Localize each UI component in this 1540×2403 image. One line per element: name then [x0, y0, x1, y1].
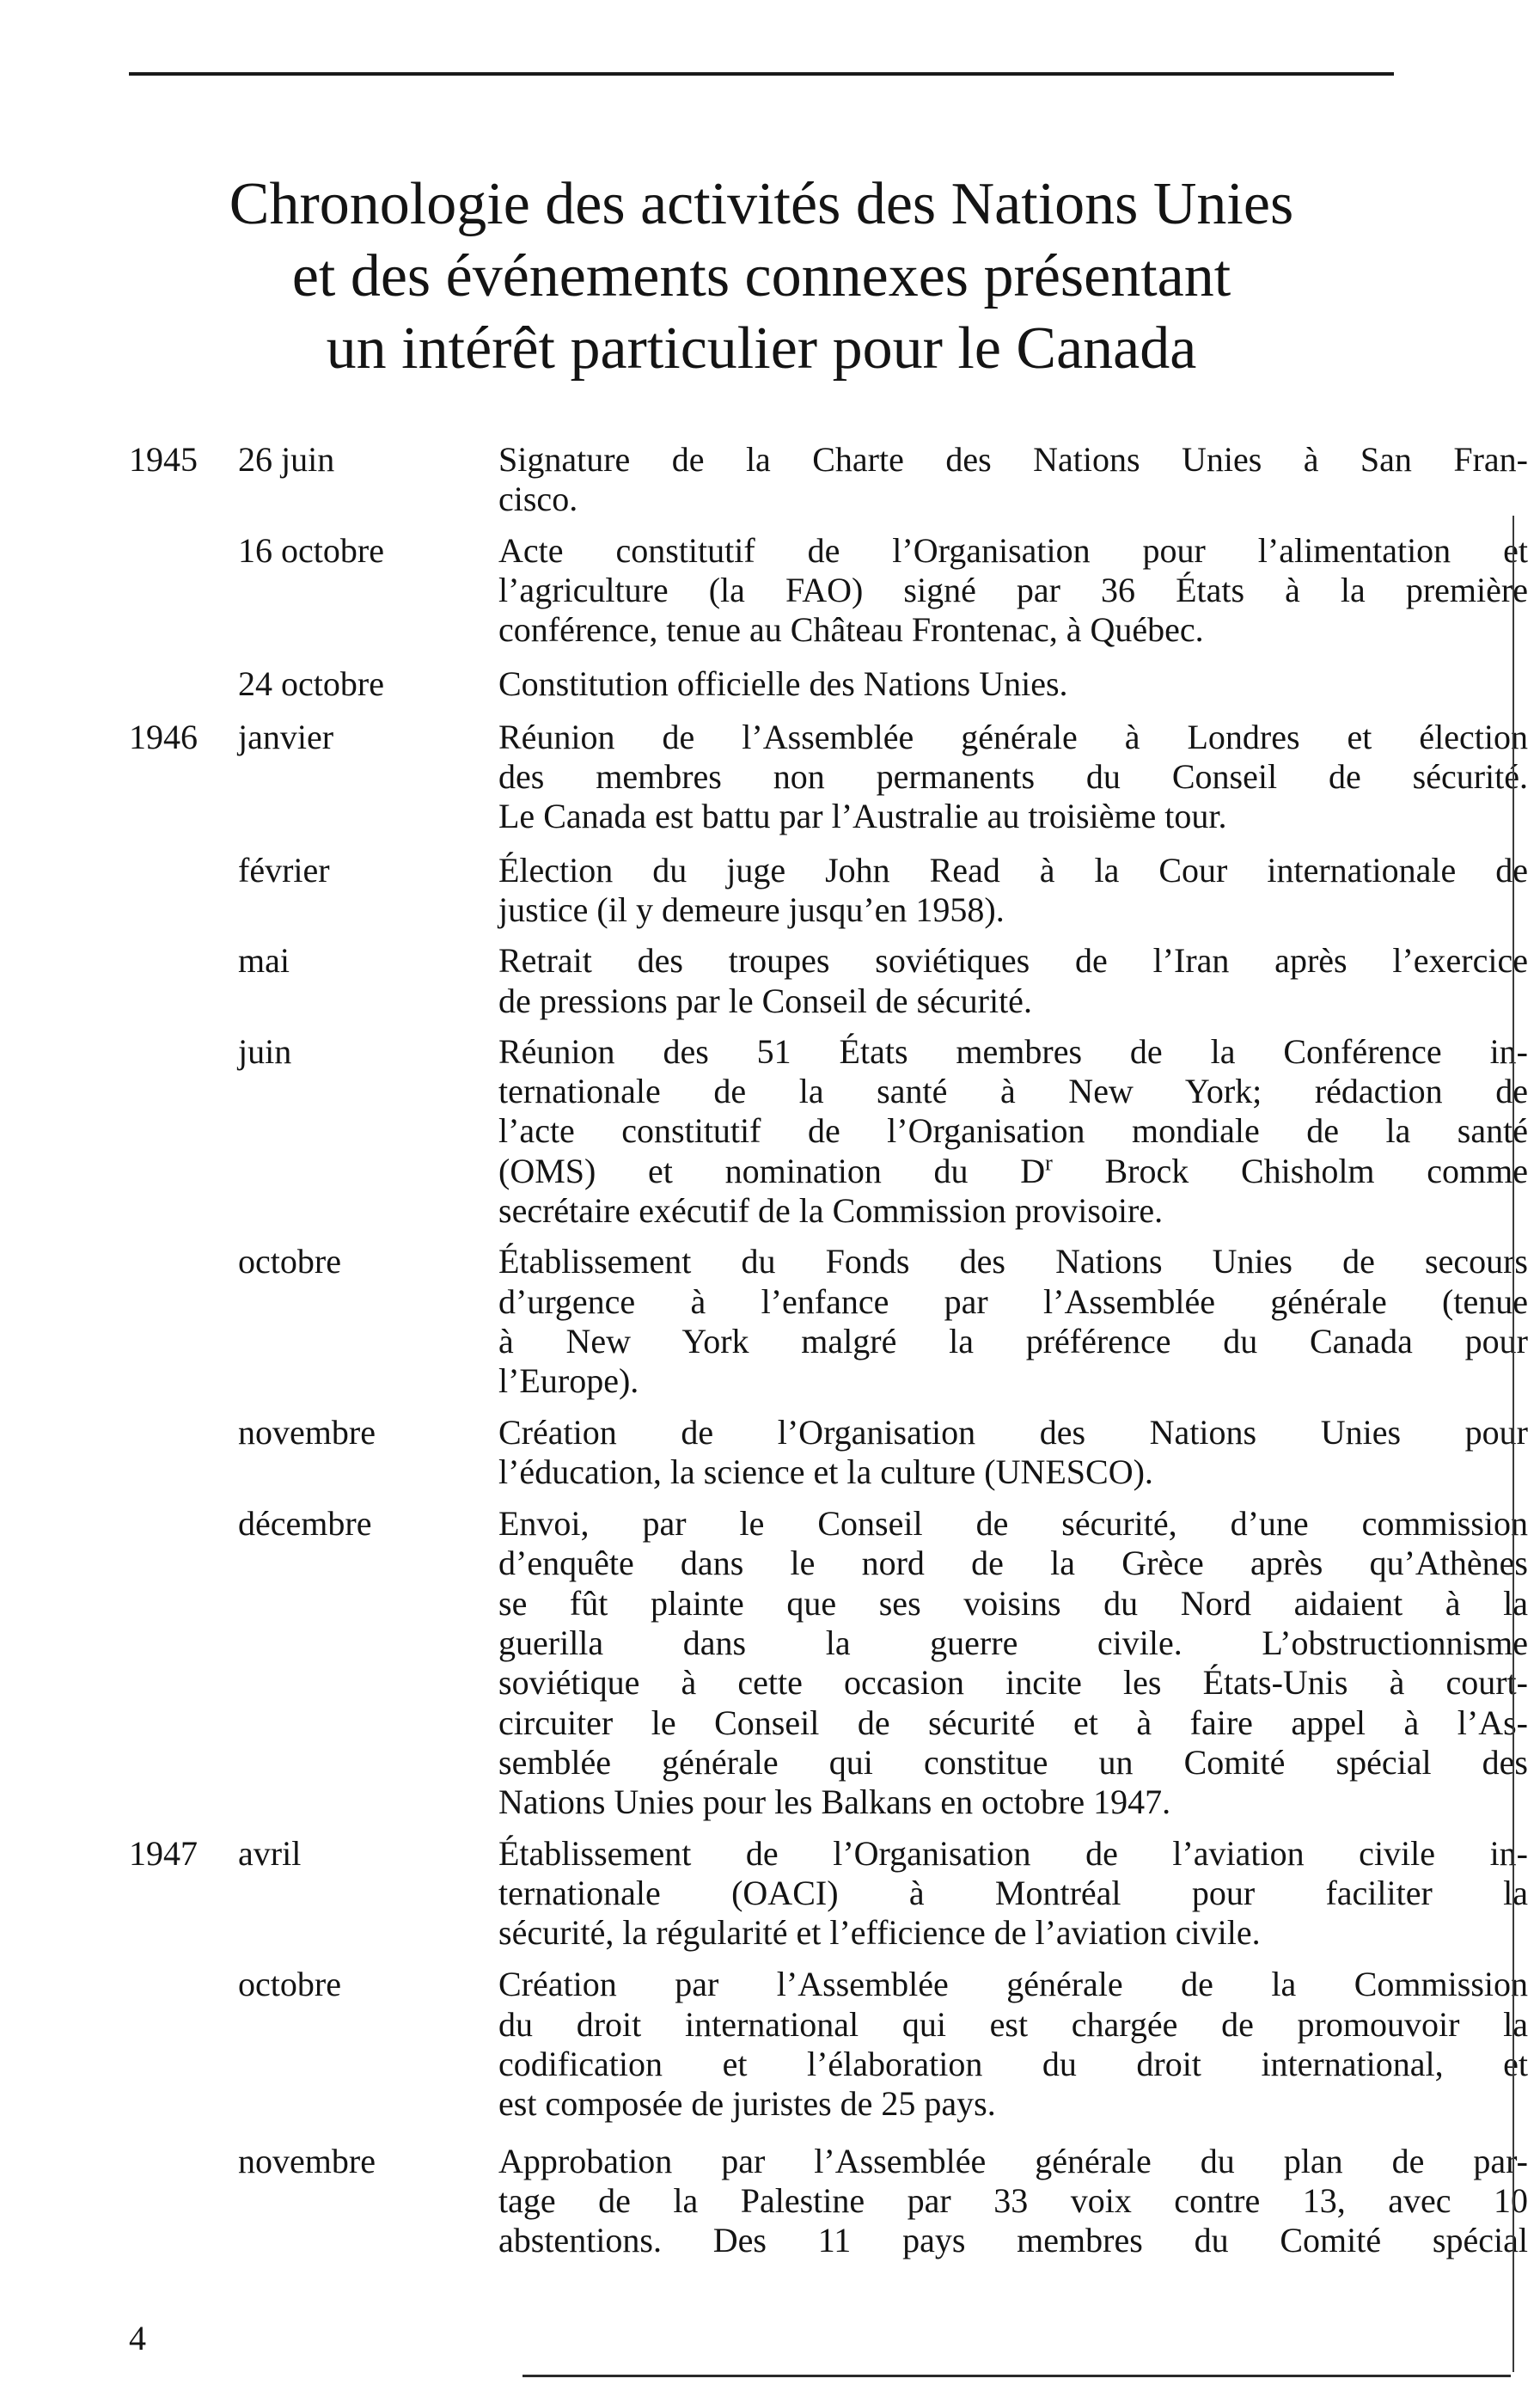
text-line: (OMS) et nomination du $D^r$ Brock Chisholm comme	[498, 1150, 1528, 1190]
entry-description	[498, 1834, 1528, 1954]
entry-date: octobre	[238, 1965, 341, 2004]
text-line: Élection du juge John Read à la Cour internationale de	[498, 850, 1528, 890]
entry-description	[498, 2142, 1528, 2261]
text-line: l’acte constitutif de l’Organisation mondiale de la santé	[498, 1111, 1528, 1151]
text-line: circuiter le Conseil de sécurité et à faire appel à l’As-	[498, 1703, 1528, 1742]
text-line: Acte constitutif de l’Organisation pour l’alimentation et	[498, 530, 1528, 570]
text-line: Signature de la Charte des Nations Unies à San Fran-	[498, 440, 1528, 479]
text-line: ternationale de la santé à New York; rédaction de	[498, 1072, 1528, 1111]
title-line: Chronologie des activités des Nations Unies	[229, 171, 1294, 237]
text-line: Création par l’Assemblée générale de la Commission	[498, 1965, 1528, 2004]
year-group	[129, 1833, 1528, 2261]
entry-date: novembre	[238, 1412, 376, 1452]
entry-date: juin	[238, 1031, 292, 1071]
chronology-entry	[129, 664, 1401, 704]
title-line: un intérêt particulier pour le Canada	[326, 315, 1197, 382]
text-line: Établissement de l’Organisation de l’aviation civile in-	[498, 1833, 1528, 1873]
text-line: est composée de juristes de 25 pays.	[498, 2084, 996, 2124]
chronology-entry	[129, 1965, 1528, 2124]
entry-date: novembre	[238, 2141, 376, 2180]
entry-year: 1946	[129, 717, 198, 756]
text-line: d’enquête dans le nord de la Grèce après qu’Athènes	[498, 1544, 1528, 1583]
page-number: 4	[129, 2319, 146, 2357]
entry-year: 1947	[129, 1833, 198, 1873]
chronology-entry	[129, 440, 1528, 520]
year-group	[129, 717, 1528, 1823]
year-group	[129, 440, 1528, 705]
text-line: l’Europe).	[498, 1361, 639, 1401]
bottom-edge-line	[522, 2375, 1511, 2377]
entry-description	[498, 941, 1528, 1021]
text-line: Nations Unies pour les Balkans en octobre 1947.	[498, 1782, 1171, 1822]
text-line: Établissement du Fonds des Nations Unies de secours	[498, 1242, 1528, 1281]
text-line: l’agriculture (la FAO) signé par 36 États à la première	[498, 570, 1528, 609]
chronology-entry	[129, 1412, 1528, 1493]
chronology-entry	[129, 1031, 1528, 1231]
entry-description	[498, 1242, 1528, 1401]
text-line: ternationale (OACI) à Montréal pour faciliter la	[498, 1873, 1528, 1912]
page-edge-line	[1512, 516, 1514, 2372]
chronology-entry	[129, 1833, 1528, 1954]
entry-description	[498, 1032, 1528, 1231]
entry-description	[498, 1413, 1528, 1493]
text-line: Réunion des 51 États membres de la Conférence in-	[498, 1031, 1528, 1071]
entry-date: 24 octobre	[238, 664, 384, 704]
top-rule	[129, 72, 1394, 76]
entry-year: 1945	[129, 440, 198, 479]
text-line: tage de la Palestine par 33 voix contre 13, avec 10	[498, 2180, 1528, 2220]
entry-description	[498, 718, 1528, 837]
text-line: Constitution officielle des Nations Unies.	[498, 664, 1068, 704]
text-line: Retrait des troupes soviétiques de l’Iran après l’exercice	[498, 941, 1528, 981]
text-line: à New York malgré la préférence du Canada pour	[498, 1321, 1528, 1360]
entry-date: avril	[238, 1833, 302, 1873]
entry-description	[498, 664, 1528, 704]
entry-date: 16 octobre	[238, 530, 384, 570]
entry-date: février	[238, 850, 330, 890]
entry-date: 26 juin	[238, 440, 335, 479]
text-line: se fût plainte que ses voisins du Nord aidaient à la	[498, 1583, 1528, 1623]
text-line: justice (il y demeure jusqu’en 1958).	[498, 890, 1005, 929]
entry-date: décembre	[238, 1504, 372, 1544]
text-line: secrétaire exécutif de la Commission provisoire.	[498, 1191, 1164, 1231]
text-line: Création de l’Organisation des Nations Unies pour	[498, 1412, 1528, 1452]
title-line: et des événements connexes présentant	[291, 243, 1231, 309]
chronology-entry	[129, 1242, 1528, 1401]
entry-date: mai	[238, 941, 290, 981]
text-line: cisco.	[498, 480, 578, 519]
entry-date: octobre	[238, 1242, 341, 1281]
chronology-entry	[129, 717, 1528, 837]
text-line: semblée générale qui constitue un Comité spécial des	[498, 1742, 1528, 1782]
text-line: conférence, tenue au Château Frontenac, à Québec.	[498, 610, 1204, 650]
entry-description	[498, 851, 1528, 931]
chronology-entry	[129, 530, 1528, 651]
chronology-entry	[129, 1504, 1528, 1822]
chronology	[129, 440, 1528, 2260]
text-line: l’éducation, la science et la culture (UNESCO).	[498, 1452, 1153, 1491]
text-line: du droit international qui est chargée de promouvoir la	[498, 2004, 1528, 2044]
text-line: d’urgence à l’enfance par l’Assemblée générale (tenue	[498, 1281, 1528, 1321]
text-line: de pressions par le Conseil de sécurité.	[498, 981, 1032, 1020]
page-title	[129, 168, 1394, 385]
text-line: des membres non permanents du Conseil de sécurité.	[498, 757, 1528, 797]
text-line: Le Canada est battu par l’Australie au troisième tour.	[498, 797, 1227, 836]
entry-description	[498, 1504, 1528, 1822]
entry-date: janvier	[238, 717, 334, 756]
chronology-entry	[129, 850, 1528, 931]
chronology-entry	[129, 941, 1528, 1021]
text-line: Réunion de l’Assemblée générale à Londres et élection	[498, 717, 1528, 756]
text-line: sécurité, la régularité et l’efficience de l’aviation civile.	[498, 1913, 1261, 1953]
entry-description	[498, 531, 1528, 651]
entry-description	[498, 1965, 1528, 2124]
chronology-entry	[129, 2141, 1528, 2261]
text-line: Envoi, par le Conseil de sécurité, d’une commission	[498, 1504, 1528, 1544]
text-line: guerilla dans la guerre civile. L’obstructionnisme	[498, 1623, 1528, 1663]
entry-description	[498, 440, 1528, 520]
text-line: abstentions. Des 11 pays membres du Comité spécial	[498, 2221, 1528, 2260]
text-line: codification et l’élaboration du droit international, et	[498, 2044, 1528, 2083]
text-line: soviétique à cette occasion incite les États-Unis à court-	[498, 1663, 1528, 1703]
text-line: Approbation par l’Assemblée générale du plan de par-	[498, 2141, 1528, 2180]
